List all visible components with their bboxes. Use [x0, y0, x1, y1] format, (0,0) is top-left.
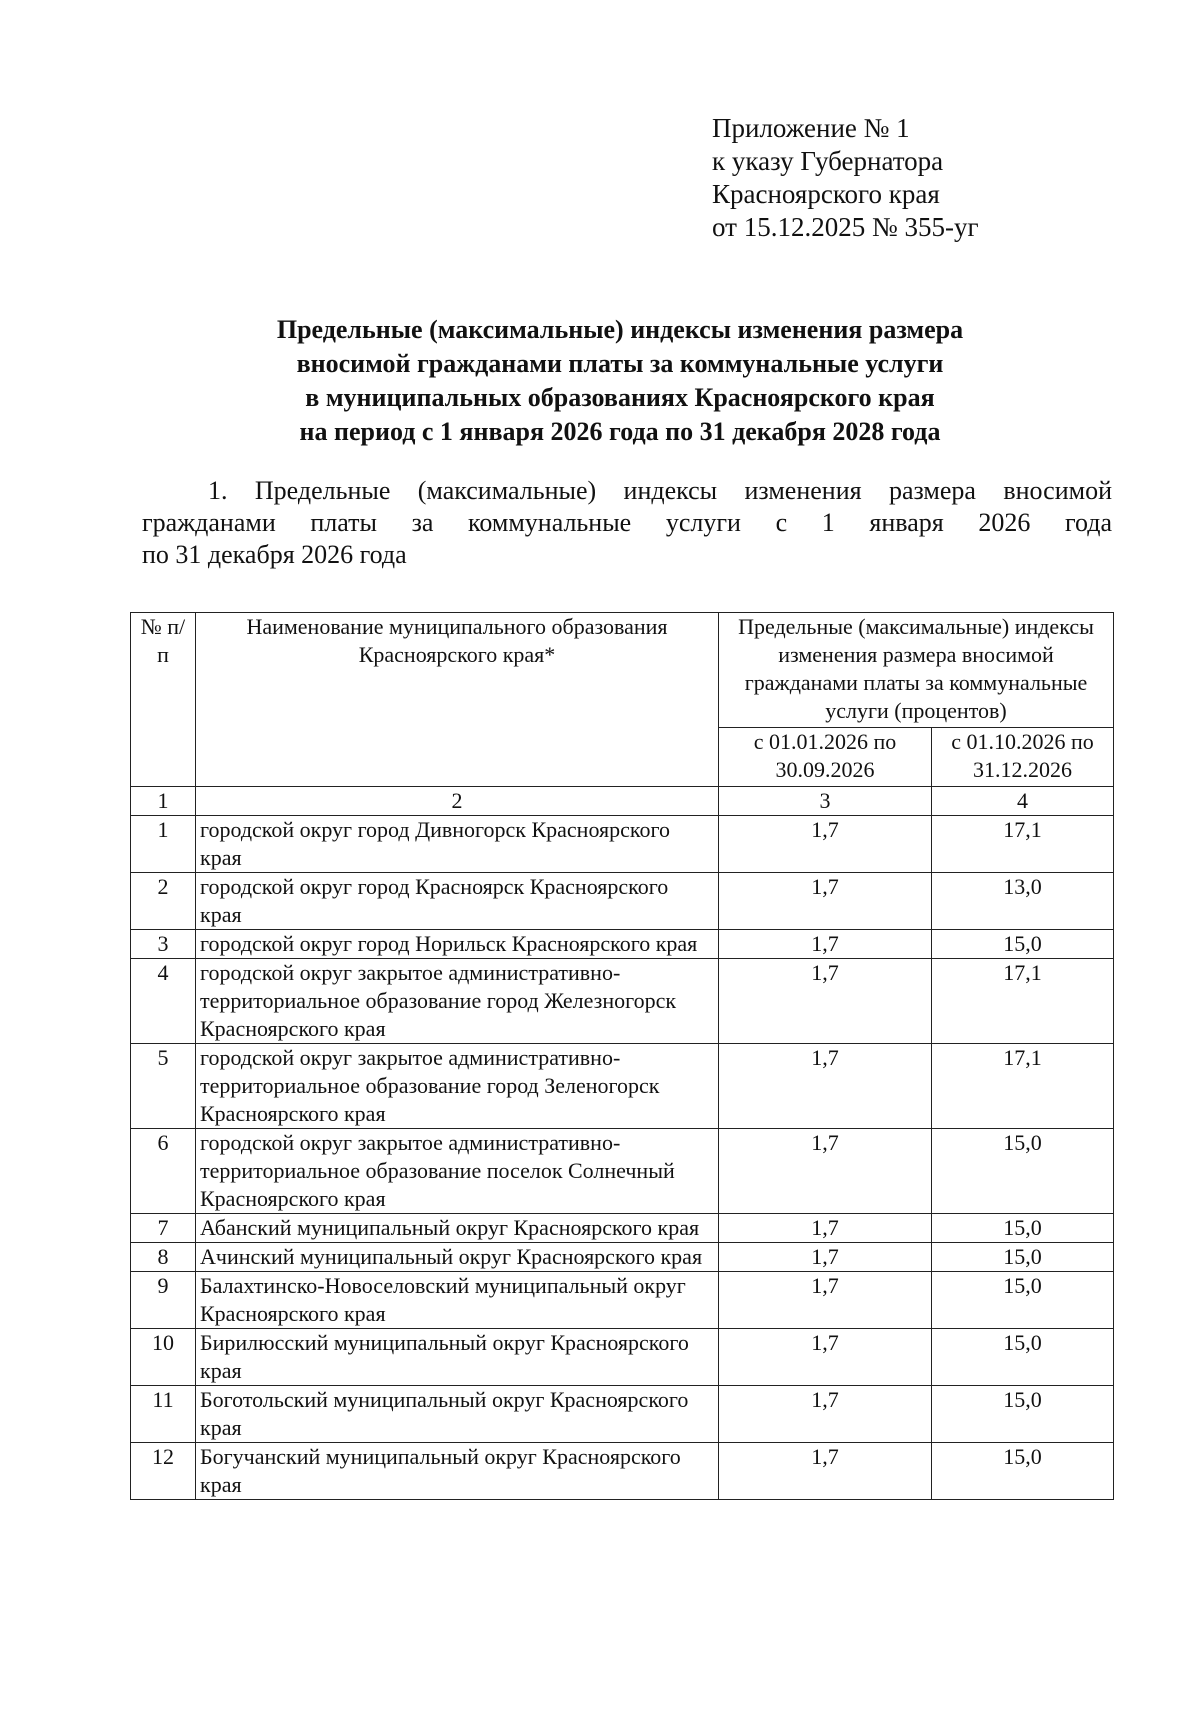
column-number: 1: [131, 787, 196, 816]
column-number: 4: [932, 787, 1114, 816]
row-number: 6: [131, 1129, 196, 1214]
row-name: Абанский муниципальный округ Красноярского края: [196, 1214, 719, 1243]
row-value-period-1: 1,7: [719, 930, 932, 959]
column-number: 2: [196, 787, 719, 816]
row-value-period-1: 1,7: [719, 1329, 932, 1386]
row-value-period-1: 1,7: [719, 1214, 932, 1243]
section-paragraph: [142, 475, 1112, 571]
row-name: городской округ закрытое административно-территориальное образование поселок Солнечный Красноярского края: [196, 1129, 719, 1214]
table-row: [131, 816, 1114, 873]
header-indices: Предельные (максимальные) индексы изменения размера вносимой гражданами платы за коммунальные услуги (процентов): [719, 613, 1114, 728]
row-name: Боготольский муниципальный округ Красноярского края: [196, 1386, 719, 1443]
row-number: 7: [131, 1214, 196, 1243]
row-number: 4: [131, 959, 196, 1044]
row-value-period-1: 1,7: [719, 1044, 932, 1129]
table-row: [131, 1386, 1114, 1443]
table-row: [131, 1214, 1114, 1243]
row-value-period-2: 15,0: [932, 1329, 1114, 1386]
row-value-period-1: 1,7: [719, 1386, 932, 1443]
row-value-period-2: 17,1: [932, 1044, 1114, 1129]
row-name: городской округ закрытое административно-территориальное образование город Железногорск Красноярского края: [196, 959, 719, 1044]
row-value-period-2: 15,0: [932, 1386, 1114, 1443]
table-row: [131, 1243, 1114, 1272]
column-number: 3: [719, 787, 932, 816]
table-row: [131, 1044, 1114, 1129]
row-value-period-2: 15,0: [932, 1214, 1114, 1243]
header-name: Наименование муниципального образования Красноярского края*: [196, 613, 719, 787]
row-number: 2: [131, 873, 196, 930]
row-number: 8: [131, 1243, 196, 1272]
table-row: [131, 1443, 1114, 1500]
title-line: на период с 1 января 2026 года по 31 декабря 2028 года: [299, 417, 941, 446]
appendix-line: Приложение № 1: [712, 113, 910, 143]
row-number: 11: [131, 1386, 196, 1443]
table-row: [131, 1272, 1114, 1329]
table-body: [131, 816, 1114, 1500]
document-title: [130, 313, 1110, 449]
row-name: Ачинский муниципальный округ Красноярского края: [196, 1243, 719, 1272]
paragraph-line: по 31 декабря 2026 года: [142, 540, 407, 569]
header-period-1: с 01.01.2026 по 30.09.2026: [719, 728, 932, 787]
column-number-row: [131, 787, 1114, 816]
row-name: Бирилюсский муниципальный округ Красноярского края: [196, 1329, 719, 1386]
row-value-period-2: 15,0: [932, 1129, 1114, 1214]
row-value-period-1: 1,7: [719, 873, 932, 930]
table-row: [131, 959, 1114, 1044]
paragraph-line: 1. Предельные (максимальные) индексы изменения размера вносимой: [208, 476, 1112, 505]
row-value-period-1: 1,7: [719, 1129, 932, 1214]
row-value-period-1: 1,7: [719, 1443, 932, 1500]
row-value-period-2: 17,1: [932, 816, 1114, 873]
row-value-period-2: 15,0: [932, 930, 1114, 959]
row-number: 9: [131, 1272, 196, 1329]
row-number: 3: [131, 930, 196, 959]
header-num: № п/п: [131, 613, 196, 787]
appendix-line: к указу Губернатора: [712, 146, 944, 176]
indices-table: [130, 612, 1114, 1500]
row-value-period-2: 15,0: [932, 1243, 1114, 1272]
appendix-line: от 15.12.2025 № 355-уг: [712, 212, 979, 242]
table-row: [131, 1129, 1114, 1214]
row-name: городской округ город Красноярск Красноярского края: [196, 873, 719, 930]
row-name: городской округ закрытое административно-территориальное образование город Зеленогорск Красноярского края: [196, 1044, 719, 1129]
row-number: 1: [131, 816, 196, 873]
header-row: [131, 613, 1114, 728]
header-period-2: с 01.10.2026 по 31.12.2026: [932, 728, 1114, 787]
row-value-period-1: 1,7: [719, 816, 932, 873]
row-number: 12: [131, 1443, 196, 1500]
row-value-period-2: 17,1: [932, 959, 1114, 1044]
paragraph-line: гражданами платы за коммунальные услуги с 1 января 2026 года: [142, 508, 1112, 537]
appendix-line: Красноярского края: [712, 179, 940, 209]
row-value-period-2: 13,0: [932, 873, 1114, 930]
title-line: вносимой гражданами платы за коммунальные услуги: [296, 349, 944, 378]
title-line: в муниципальных образованиях Красноярского края: [305, 383, 935, 412]
title-line: Предельные (максимальные) индексы изменения размера: [276, 315, 964, 344]
appendix-block: [712, 112, 979, 244]
table-row: [131, 930, 1114, 959]
table-row: [131, 873, 1114, 930]
row-value-period-2: 15,0: [932, 1272, 1114, 1329]
row-name: городской округ город Дивногорск Красноярского края: [196, 816, 719, 873]
table-row: [131, 1329, 1114, 1386]
row-name: городской округ город Норильск Красноярского края: [196, 930, 719, 959]
row-value-period-2: 15,0: [932, 1443, 1114, 1500]
row-value-period-1: 1,7: [719, 1272, 932, 1329]
row-value-period-1: 1,7: [719, 1243, 932, 1272]
row-name: Балахтинско-Новоселовский муниципальный округ Красноярского края: [196, 1272, 719, 1329]
row-value-period-1: 1,7: [719, 959, 932, 1044]
row-number: 5: [131, 1044, 196, 1129]
row-number: 10: [131, 1329, 196, 1386]
row-name: Богучанский муниципальный округ Красноярского края: [196, 1443, 719, 1500]
